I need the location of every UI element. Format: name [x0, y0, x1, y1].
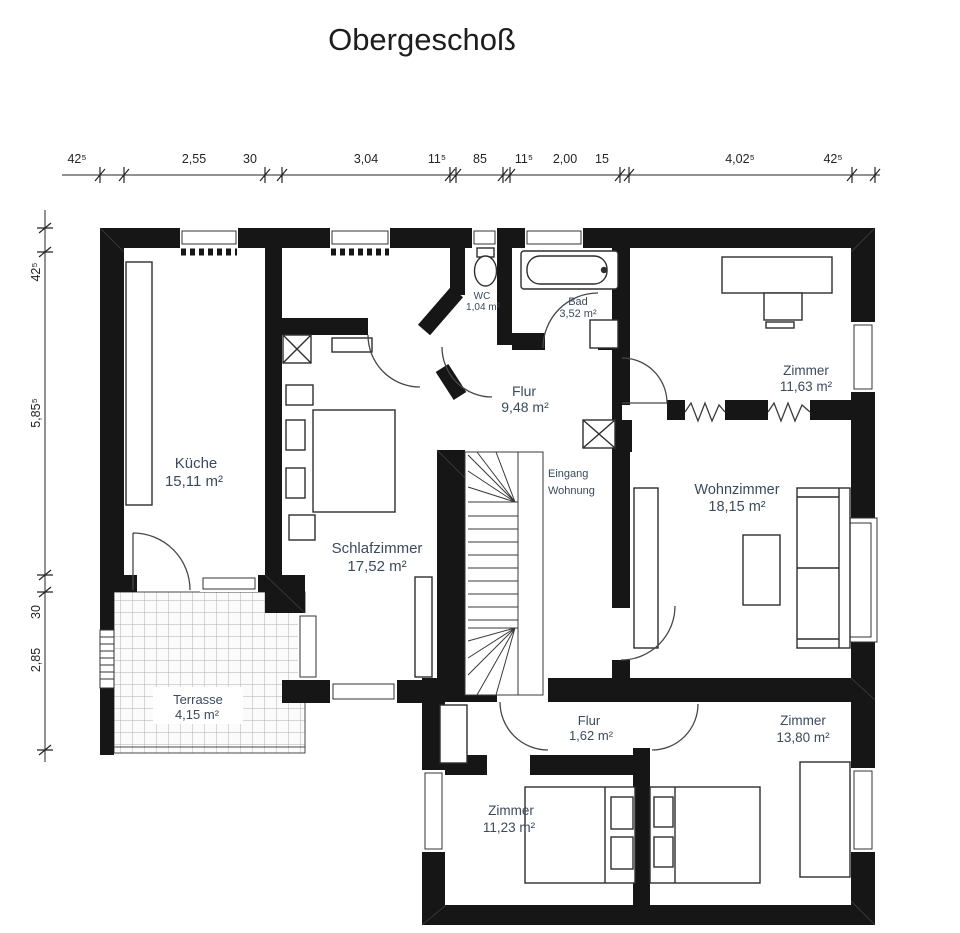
pillow — [654, 837, 673, 867]
dim-top-4: 11⁵ — [427, 152, 447, 166]
wall-bedroom-north — [265, 318, 368, 335]
nightstand — [286, 385, 313, 405]
label-eingang-line2: Wohnung — [548, 485, 595, 497]
wall-bad-south-a — [512, 333, 545, 350]
door-kitchen — [133, 533, 190, 590]
staircase — [465, 452, 543, 695]
dimension-chain-top — [62, 152, 880, 183]
label-bad-area: 3,52 m² — [559, 308, 597, 320]
wall-flur-south-b — [530, 755, 650, 775]
label-schlafzimmer-area: 17,52 m² — [347, 558, 407, 575]
bedroom-wardrobe — [415, 577, 432, 677]
dim-left-0: 42⁵ — [29, 262, 43, 282]
dim-top-5: 85 — [473, 152, 487, 166]
label-flur-sued-area: 1,62 m² — [568, 728, 614, 743]
wall-kitchen-east — [265, 248, 282, 575]
label-bad-name: Bad — [568, 296, 588, 308]
bed-room-so — [650, 787, 760, 883]
label-terrasse-area: 4,15 m² — [174, 707, 220, 722]
wall-wc-bad-divider — [497, 248, 512, 345]
bathtub — [521, 251, 618, 289]
label-zimmer-no-area: 11,63 m² — [779, 379, 833, 394]
door-flur-south — [500, 702, 548, 750]
dim-left-1: 5,85⁵ — [29, 398, 43, 428]
label-zimmer-so-name: Zimmer — [780, 713, 826, 728]
label-eingang-line1: Eingang — [548, 468, 589, 480]
wardrobe-room-so — [800, 762, 850, 877]
dimension-chain-left — [29, 210, 53, 762]
dim-top-6: 11⁵ — [514, 152, 534, 166]
label-wc-name: WC — [473, 291, 491, 302]
dim-top-10: 42⁵ — [823, 152, 843, 166]
dim-left-3: 2,85 — [29, 647, 43, 673]
label-zimmer-no-name: Zimmer — [783, 363, 829, 378]
wall-stair-west — [437, 450, 465, 700]
door-bedroom — [368, 335, 420, 387]
pillow — [286, 420, 305, 450]
shaft-corridor — [583, 420, 615, 448]
dim-top-1: 2,55 — [181, 152, 207, 166]
label-wohnzimmer-name: Wohnzimmer — [694, 482, 780, 498]
terrace-area — [114, 592, 305, 753]
desk — [722, 257, 832, 328]
label-kueche-area: 15,11 m² — [164, 473, 224, 490]
terrace-railing — [100, 630, 114, 688]
label-flur-og-area: 9,48 m² — [501, 399, 549, 415]
wall-livingroom-north-a — [612, 400, 622, 420]
label-zimmer-sw-name: Zimmer — [488, 803, 534, 818]
dim-top-8: 15 — [595, 152, 609, 166]
page-title: Obergeschoß — [328, 22, 516, 57]
shaft-bedroom — [283, 335, 311, 363]
sideboard — [634, 488, 658, 648]
dim-top-7: 2,00 — [552, 152, 578, 166]
pillow — [611, 797, 633, 829]
wall-livingroom-north-d — [810, 400, 851, 420]
toilet — [475, 248, 497, 286]
bed-room-sw — [525, 787, 635, 883]
wall-wc-diagonal — [424, 292, 457, 330]
pillow — [654, 797, 673, 827]
label-terrasse-name: Terrasse — [173, 692, 223, 707]
dim-top-0: 42⁵ — [67, 152, 87, 166]
wall-jamb-diagonal — [442, 368, 460, 396]
sofa — [797, 488, 850, 648]
wall-south-band-b — [548, 678, 851, 702]
kitchen-counter — [126, 262, 152, 505]
door-room-so — [652, 704, 698, 750]
double-bed — [313, 410, 395, 512]
label-zimmer-so-area: 13,80 m² — [776, 730, 830, 745]
label-flur-og-name: Flur — [511, 383, 537, 399]
bathroom-sink — [590, 320, 618, 348]
label-wc-area: 1,04 m² — [466, 302, 500, 313]
label-wohnzimmer-area: 18,15 m² — [708, 499, 766, 515]
label-flur-sued-name: Flur — [577, 713, 601, 728]
pillow — [286, 468, 305, 498]
nightstand — [289, 515, 315, 540]
wall-left — [100, 248, 124, 592]
dim-top-3: 3,04 — [353, 152, 379, 166]
label-zimmer-sw-area: 11,23 m² — [482, 820, 536, 835]
pillow — [611, 837, 633, 869]
wall-livingroom-north-b — [667, 400, 685, 420]
dim-top-2: 30 — [243, 152, 257, 166]
closet-room-sw — [440, 705, 467, 763]
coffee-table — [743, 535, 780, 605]
wall-bottom — [422, 905, 875, 925]
dim-left-2: 30 — [29, 605, 43, 619]
label-kueche-name: Küche — [174, 455, 218, 472]
label-schlafzimmer-name: Schlafzimmer — [331, 540, 423, 557]
wall-livingroom-north-c — [725, 400, 768, 420]
bedroom-shelf — [332, 338, 372, 352]
wall-kitchen-south-a — [100, 575, 137, 592]
dim-top-9: 4,02⁵ — [725, 152, 755, 166]
desk-chair — [766, 322, 794, 328]
